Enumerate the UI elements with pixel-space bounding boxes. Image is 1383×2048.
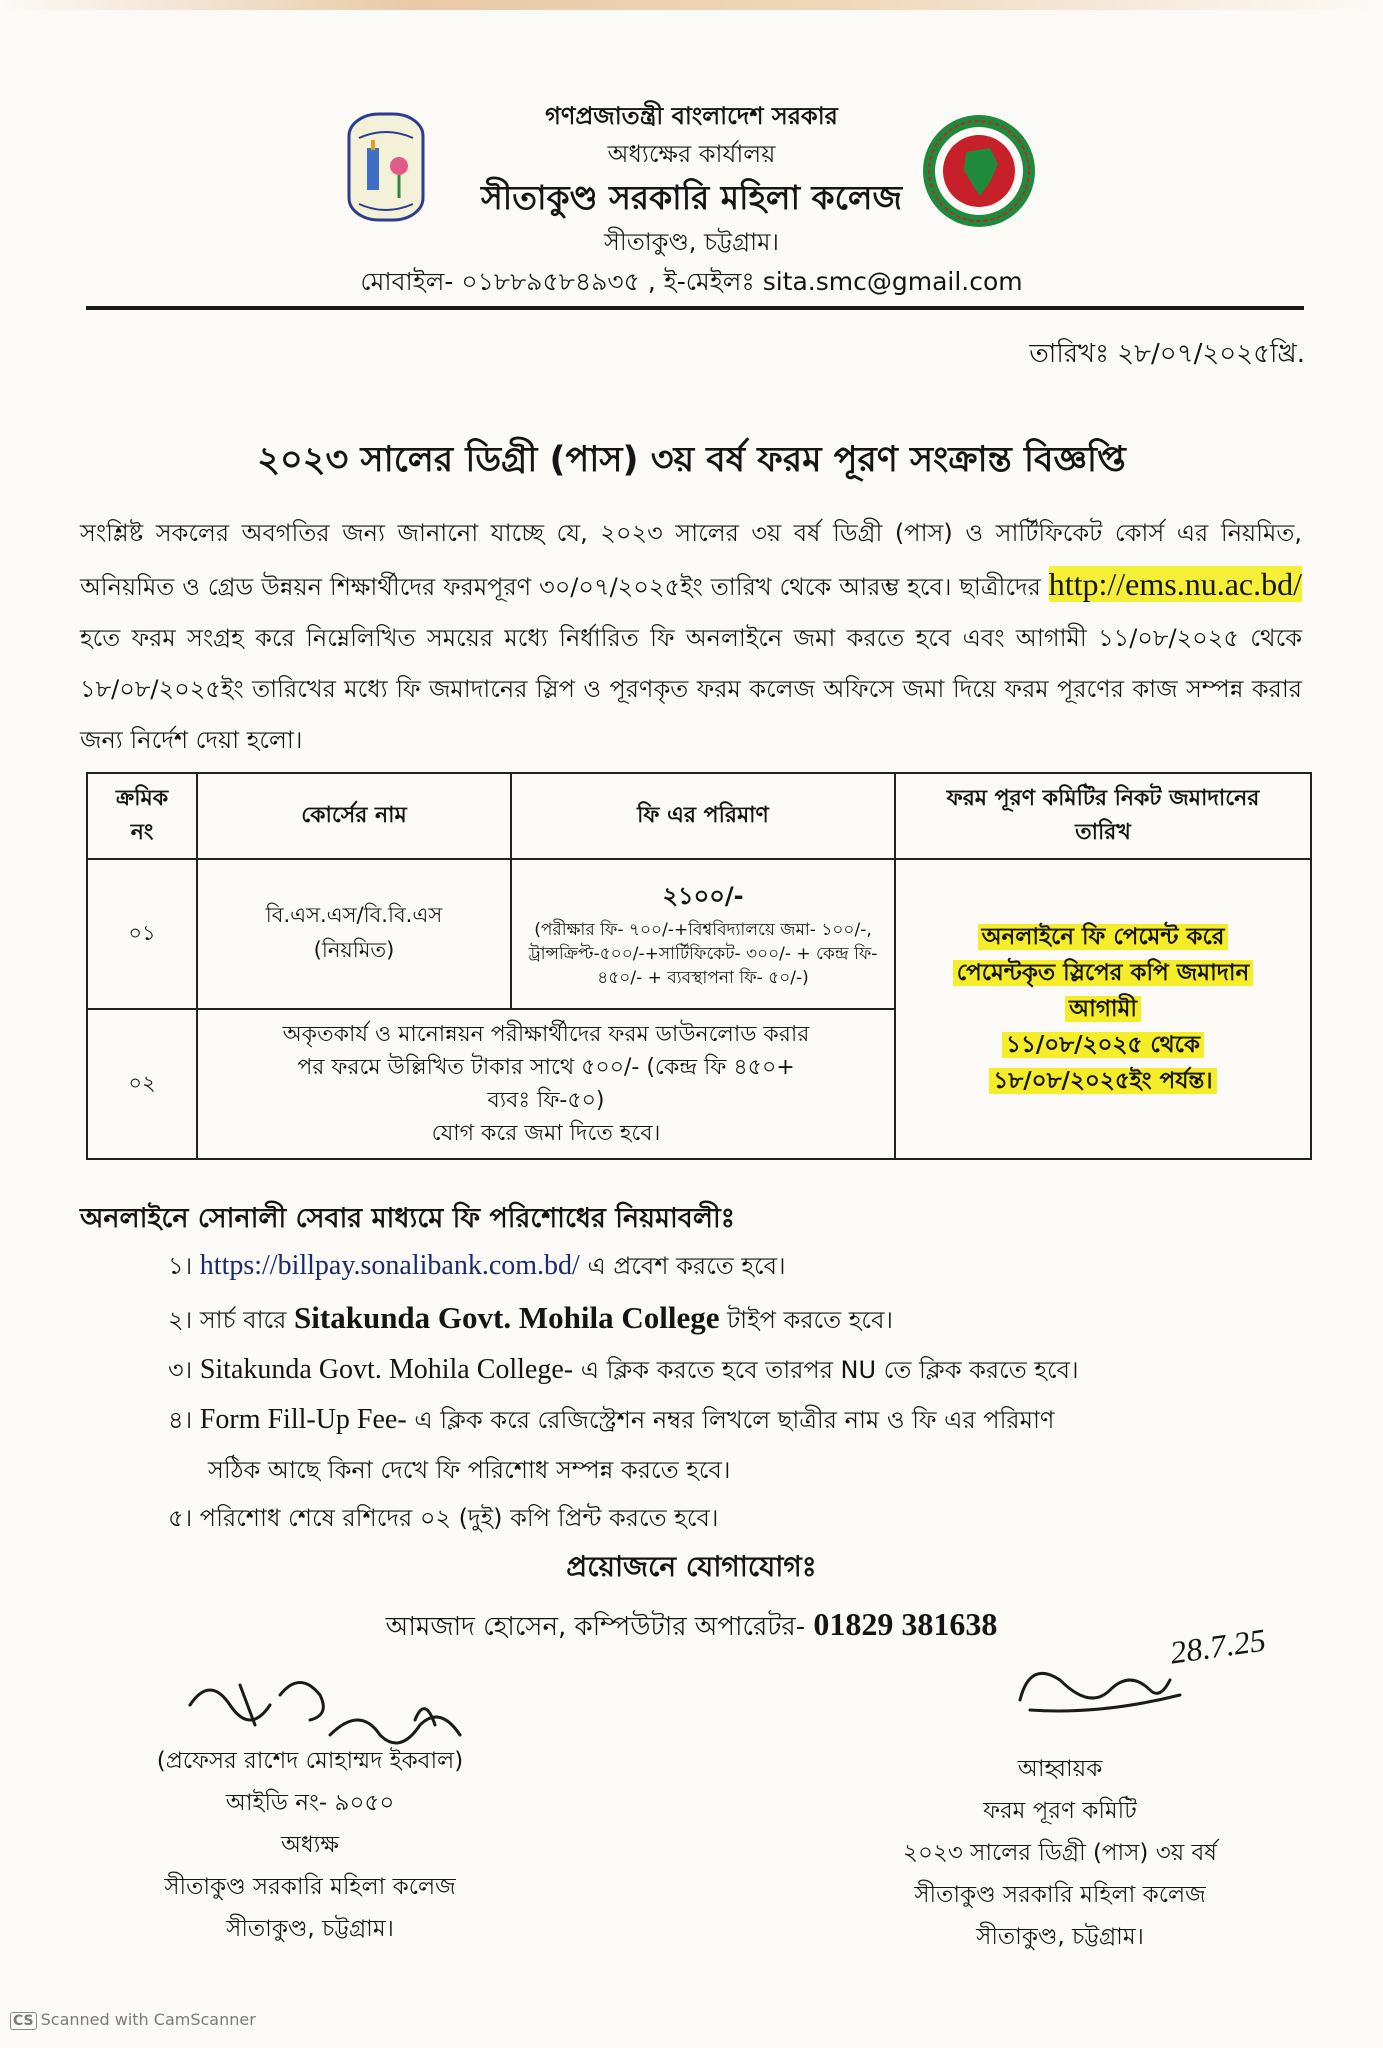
principal-title: অধ্যক্ষ [280, 1832, 340, 1858]
notice-body [80, 508, 1302, 766]
principal-id: আইডি নং- ৯০৫০ [225, 1790, 395, 1816]
college-search-term: Sitakunda Govt. Mohila College [294, 1300, 720, 1335]
principal-name: (প্রফেসর রাশেদ মোহাম্মদ ইকবাল) [156, 1748, 464, 1774]
convener-signature-block [870, 1748, 1250, 1958]
fee-header: ফি এর পরিমাণ [511, 773, 895, 859]
contact-line: মোবাইল- ০১৮৮৯৫৮৪৯৩৫ , ই-মেইলঃ sita.smc@gmail.com [360, 267, 1023, 296]
convener-exam: ২০২৩ সালের ডিগ্রী (পাস) ৩য় বর্ষ [903, 1840, 1217, 1866]
rule-item-4-cont: সঠিক আছে কিনা দেখে ফি পরিশোধ সম্পন্ন করতে হবে। [208, 1456, 731, 1484]
deadline-line-1: অনলাইনে ফি পেমেন্ট করে [978, 924, 1229, 950]
convener-committee: ফরম পূরণ কমিটি [983, 1798, 1137, 1824]
body-part-1: সংশ্লিষ্ট সকলের অবগতির জন্য জানানো যাচ্ছে যে, ২০২৩ সালের ৩য় বর্ষ ডিগ্রী (পাস) ও সার্টিফিকেট কোর্স এর নিয়মিত, অনিয়মিত ও গ্রেড উন্নয়ন শিক্ষার্থীদের ফরমপূরণ ৩০/০৭/২০২৫ইং তারিখ থেকে আরম্ভ হবে। ছাত্রীদের [80, 519, 1302, 601]
row2-note: অকৃতকার্য ও মানোন্নয়ন পরীক্ষার্থীদের ফরম ডাউনলোড করার পর ফরমে উল্লিখিত টাকার সাথে ৫০০/- (কেন্দ্র ফি ৪৫০+ ব্যবঃ ফি-৫০) যোগ করে জমা দিতে হবে। [197, 1009, 895, 1159]
rule-item-4: ৪। Form Fill-Up Fee- এ ক্লিক করে রেজিস্ট্রেশন নম্বর লিখলে ছাত্রীর নাম ও ফি এর পরিমাণ [168, 1404, 1055, 1435]
convener-role: আহ্বায়ক [1017, 1756, 1103, 1782]
deadline-header: ফরম পূরণ কমিটির নিকট জমাদানের তারিখ [895, 773, 1311, 859]
rule-item-5: ৫। পরিশোধ শেষে রশিদের ০২ (দুই) কপি প্রিন্ট করতে হবে। [168, 1504, 719, 1532]
principal-location: সীতাকুণ্ড, চট্টগ্রাম। [226, 1916, 394, 1942]
fee-breakdown: (পরীক্ষার ফি- ৭০০/-+বিশ্ববিদ্যালয়ে জমা- ১০০/-, ট্রান্সক্রিপ্ট-৫০০/-+সার্টিফিকেট- ৩০০/- + কেন্দ্র ফি- ৪৫০/- + ব্যবস্থাপনা ফি- ৫০/-) [528, 920, 878, 988]
ems-link[interactable]: http://ems.nu.ac.bd/ [1048, 566, 1302, 602]
deadline-line-4: ১১/০৮/২০২৫ থেকে [1002, 1032, 1204, 1058]
convener-college: সীতাকুণ্ড সরকারি মহিলা কলেজ [914, 1882, 1206, 1908]
signature-date: 28.7.25 [1167, 1621, 1268, 1671]
scan-top-edge [0, 0, 1383, 10]
office-line: অধ্যক্ষের কার্যালয় [607, 140, 776, 168]
contact-person: আমজাদ হোসেন, কম্পিউটার অপারেটর- 01829 381638 [385, 1606, 998, 1642]
deadline-cell [895, 859, 1311, 1159]
government-line: গণপ্রজাতন্ত্রী বাংলাদেশ সরকার [545, 102, 838, 130]
camscanner-watermark: CS Scanned with CamScanner [10, 2010, 256, 2030]
contact-heading: প্রয়োজনে যোগাযোগঃ [566, 1550, 817, 1583]
body-part-2: হতে ফরম সংগ্রহ করে নিম্নেলিখিত সময়ের মধ্যে নির্ধারিত ফি অনলাইনে জমা করতে হবে এবং আগামী ১১/০৮/২০২৫ থেকে ১৮/০৮/২০২৫ইং তারিখের মধ্যে ফি জমাদানের স্লিপ ও পূরণকৃত ফরম কলেজ অফিসে জমা দিয়ে ফরম পূরণের কাজ সম্পন্ন করার জন্য নির্দেশ দেয়া হলো। [80, 624, 1302, 754]
notice-title: ২০২৩ সালের ডিগ্রী (পাস) ৩য় বর্ষ ফরম পূরণ সংক্রান্ত বিজ্ঞপ্তি [257, 440, 1126, 480]
convener-location: সীতাকুণ্ড, চট্টগ্রাম। [976, 1924, 1144, 1950]
course-header: কোর্সের নাম [197, 773, 511, 859]
college-name: সীতাকুণ্ড সরকারি মহিলা কলেজ [480, 178, 903, 217]
principal-college: সীতাকুণ্ড সরকারি মহিলা কলেজ [164, 1874, 456, 1900]
rule-item-2: ২। সার্চ বারে Sitakunda Govt. Mohila College টাইপ করতে হবে। [168, 1300, 894, 1335]
deadline-line-3: আগামী [1065, 996, 1141, 1022]
contact-phone: 01829 381638 [813, 1606, 998, 1642]
table-row [87, 859, 1311, 1009]
row1-serial: ০১ [87, 859, 197, 1009]
fee-amount: ২১০০/- [662, 882, 744, 910]
camscanner-icon: CS [10, 2012, 37, 2030]
rule-item-1: ১। https://billpay.sonalibank.com.bd/ এ প্রবেশ করতে হবে। [168, 1250, 786, 1281]
rule-item-3: ৩। Sitakunda Govt. Mohila College- এ ক্লিক করতে হবে তারপর NU তে ক্লিক করতে হবে। [168, 1354, 1079, 1385]
table-header-row [87, 773, 1311, 859]
notice-date: তারিখঃ ২৮/০৭/২০২৫খ্রি. [1029, 339, 1305, 369]
deadline-line-2: পেমেন্টকৃত স্লিপের কপি জমাদান [953, 960, 1253, 986]
college-location: সীতাকুণ্ড, চট্টগ্রাম। [603, 228, 780, 256]
billpay-link[interactable]: https://billpay.sonalibank.com.bd/ [199, 1250, 580, 1281]
serial-header: ক্রমিক নং [87, 773, 197, 859]
row1-course: বি.এস.এস/বি.বি.এস (নিয়মিত) [197, 859, 511, 1009]
deadline-line-5: ১৮/০৮/২০২৫ইং পর্যন্ত। [989, 1068, 1216, 1094]
header-divider [86, 306, 1304, 310]
payment-rules-heading: অনলাইনে সোনালী সেবার মাধ্যমে ফি পরিশোধের নিয়মাবলীঃ [80, 1203, 736, 1234]
principal-signature-block [110, 1740, 510, 1950]
row2-serial: ০২ [87, 1009, 197, 1159]
row1-fee [511, 859, 895, 1009]
fee-table [86, 772, 1312, 1160]
